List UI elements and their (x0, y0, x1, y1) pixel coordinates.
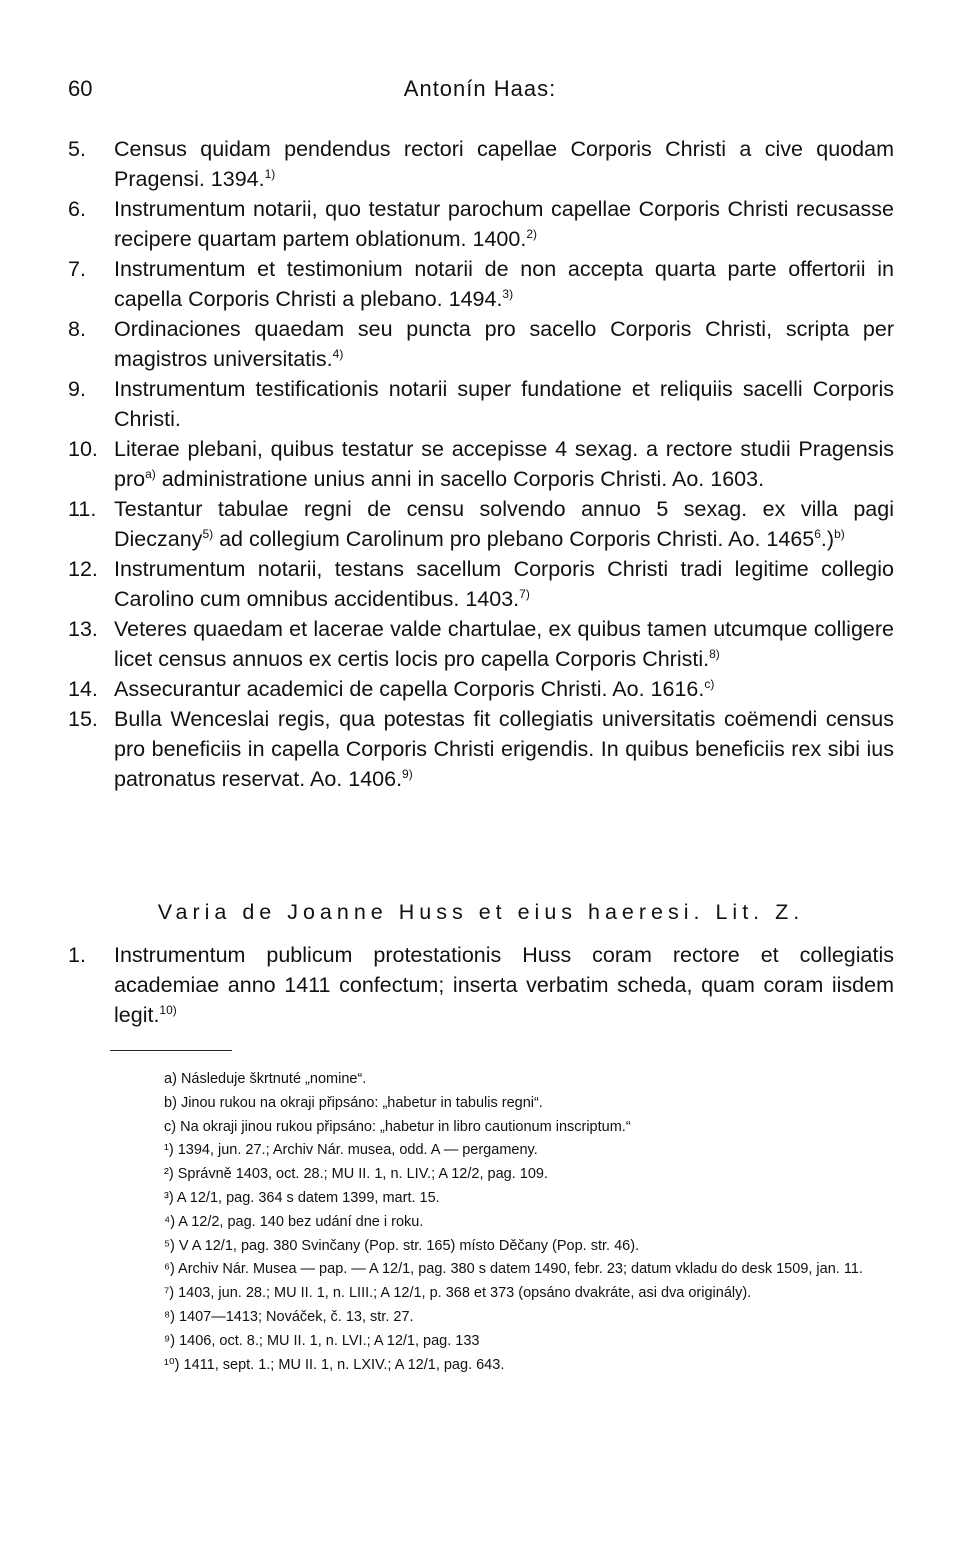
footnote-ref: 1) (264, 166, 276, 181)
list-item (68, 134, 894, 194)
entry-text: Assecurantur academici de capella Corporis Christi. Ao. 1616. (114, 677, 705, 701)
footnote (72, 1116, 894, 1140)
section-heading: Varia de Joanne Huss et eius haeresi. Lit. Z. (157, 900, 805, 924)
footnote (72, 1139, 894, 1163)
footnote-ref: 2) (526, 226, 537, 241)
entry-text: administratione unius anni in sacello Corporis Christi. Ao. 1603. (155, 467, 765, 491)
footnote (72, 1068, 894, 1092)
footnote-text: Jinou rukou na okraji připsáno: „habetur in tabulis regni“. (180, 1094, 543, 1111)
footnote (72, 1282, 894, 1306)
footnote-mark: b) (164, 1094, 177, 1111)
footnote-text: 1411, sept. 1.; MU II. 1, n. LXIV.; A 12/1, pag. 643. (183, 1356, 505, 1373)
page-number: 60 (68, 76, 93, 101)
running-title: Antonín Haas: (403, 76, 557, 101)
footnotes (72, 1068, 894, 1377)
entry-text: Testantur tabulae regni de censu solvendo annuo 5 sexag. ex villa pagi Dieczany (114, 497, 894, 551)
footnote-mark: ⁷) (164, 1285, 175, 1302)
entry-number: 7. (68, 257, 86, 281)
footnote-text: Následuje škrtnuté „nomine“. (180, 1071, 367, 1087)
entry-number: 14. (68, 677, 98, 701)
footnote (72, 1211, 894, 1235)
footnote-ref: 5) (202, 526, 214, 541)
footnote-text: A 12/1, pag. 364 s datem 1399, mart. 15. (176, 1189, 440, 1206)
footnote-mark: a) (164, 1071, 177, 1087)
entry-text: Ordinaciones quaedam seu puncta pro sacello Corporis Christi, scripta per magistros universitatis. (114, 317, 894, 371)
entry-text: Instrumentum et testimonium notarii de non accepta quarta parte offertorii in capella Corporis Christi a plebano. 1494. (114, 257, 894, 311)
entry-number: 5. (68, 137, 86, 161)
footnote-divider (110, 1050, 232, 1051)
entry-list (68, 134, 894, 794)
list-item (68, 254, 894, 314)
list-item (68, 194, 894, 254)
footnote-text: A 12/2, pag. 140 bez udání dne i roku. (178, 1213, 424, 1230)
footnote (72, 1235, 894, 1259)
entry-text: Instrumentum publicum protestationis Huss coram rectore et collegiatis academiae anno 1411 confectum; inserta verbatim scheda, quam coram iisdem legit. (114, 943, 894, 1027)
list-item (68, 314, 894, 374)
entry-number: 8. (68, 317, 86, 341)
footnote-ref: 4) (332, 346, 344, 361)
list-item (68, 674, 894, 704)
list-item (68, 434, 894, 494)
entry-text: Literae plebani, quibus testatur se accepisse 4 sexag. a rectore studii Pragensis pro (114, 437, 894, 491)
entry-number: 9. (68, 377, 86, 401)
footnote-mark: ²) (164, 1166, 174, 1183)
section-entry-list (68, 940, 894, 1030)
footnote-text: 1407—1413; Nováček, č. 13, str. 27. (178, 1308, 414, 1325)
footnote-mark: ⁶) (164, 1261, 175, 1278)
footnote-mark: c) (164, 1118, 177, 1135)
list-item (68, 554, 894, 614)
entry-number: 1. (68, 943, 86, 967)
footnote (72, 1354, 894, 1378)
list-item (68, 940, 894, 1030)
entry-text: .) (820, 527, 835, 551)
entry-number: 6. (68, 197, 86, 221)
list-item (68, 614, 894, 674)
footnote-text: V A 12/1, pag. 380 Svinčany (Pop. str. 165) místo Děčany (Pop. str. 46). (178, 1237, 640, 1254)
list-item (68, 374, 894, 434)
footnote-ref: 6 (814, 526, 821, 541)
footnote (72, 1330, 894, 1354)
entry-number: 10. (68, 437, 98, 461)
list-item (68, 704, 894, 794)
entry-number: 13. (68, 617, 98, 641)
footnote-text: 1394, jun. 27.; Archiv Nár. musea, odd. A — pergameny. (177, 1142, 538, 1159)
footnote-text: Správně 1403, oct. 28.; MU II. 1, n. LIV.; A 12/2, pag. 109. (177, 1166, 548, 1183)
footnote-ref: 10) (159, 1002, 177, 1017)
list-item (68, 494, 894, 554)
footnote-ref: a) (145, 466, 156, 481)
footnote-text: Na okraji jinou rukou připsáno: „habetur in libro cautionum inscriptum.“ (180, 1118, 631, 1135)
footnote-mark: ¹) (164, 1142, 174, 1159)
footnote-ref: b) (834, 526, 845, 541)
entry-text: Census quidam pendendus rectori capellae Corporis Christi a cive quodam Pragensi. 1394. (114, 137, 894, 191)
footnote-mark: ⁴) (164, 1213, 176, 1230)
entry-text: Instrumentum testificationis notarii super fundatione et reliquiis sacelli Corporis Christi. (114, 377, 894, 431)
entry-text: Instrumentum notarii, testans sacellum Corporis Christi tradi legitime collegio Carolino cum omnibus accidentibus. 1403. (114, 557, 894, 611)
footnote-mark: ⁹) (164, 1332, 176, 1349)
footnote-text: 1406, oct. 8.; MU II. 1, n. LVI.; A 12/1, pag. 133 (179, 1332, 480, 1349)
page-header (68, 76, 892, 106)
footnote (72, 1306, 894, 1330)
footnote (72, 1187, 894, 1211)
footnote-mark: ³) (164, 1189, 174, 1206)
footnote-mark: ⁵) (164, 1237, 175, 1254)
entry-number: 12. (68, 557, 98, 581)
entry-text: Bulla Wenceslai regis, qua potestas fit collegiatis universitatis coëmendi census pro beneficiis in capella Corporis Christi erigendis. In quibus beneficiis rex sibi ius patronatus reservat. Ao. 1406. (114, 707, 894, 791)
footnote (72, 1092, 894, 1116)
footnote (72, 1163, 894, 1187)
footnote-ref: 9) (402, 766, 413, 781)
footnote-mark: ⁸) (164, 1308, 175, 1325)
footnote (72, 1258, 894, 1282)
footnote-text: Archiv Nár. Musea — pap. — A 12/1, pag. 380 s datem 1490, febr. 23; datum vkladu do desk 1509, jan. 11. (178, 1261, 863, 1278)
footnote-ref: c) (704, 676, 715, 691)
footnote-ref: 7) (519, 586, 530, 601)
entry-text: ad collegium Carolinum pro plebano Corporis Christi. Ao. 1465 (213, 527, 815, 551)
footnote-text: 1403, jun. 28.; MU II. 1, n. LIII.; A 12/1, p. 368 et 373 (opsáno dvakráte, asi dva originály). (178, 1285, 752, 1302)
entry-text: Veteres quaedam et lacerae valde chartulae, ex quibus tamen utcumque colligere licet census annuos ex certis locis pro capella Corporis Christi. (114, 617, 894, 671)
footnote-ref: 8) (709, 646, 720, 661)
entry-text: Instrumentum notarii, quo testatur parochum capellae Corporis Christi recusasse recipere quartam partem oblationum. 1400. (114, 197, 894, 251)
footnote-mark: ¹⁰) (164, 1356, 180, 1373)
entry-number: 15. (68, 707, 98, 731)
footnote-ref: 3) (502, 286, 514, 301)
entry-number: 11. (68, 497, 97, 521)
